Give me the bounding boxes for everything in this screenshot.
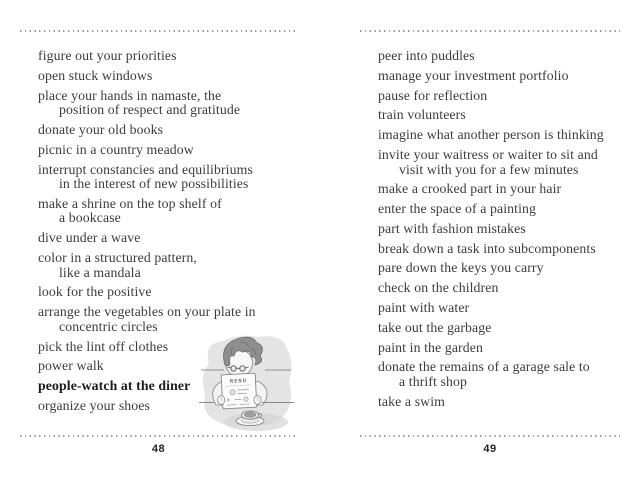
list-item-line: picnic in a country meadow: [38, 141, 194, 157]
list-item-line: dive under a wave: [38, 230, 141, 246]
list-item-line: take out the garbage: [378, 319, 492, 335]
list-item: [378, 281, 620, 296]
list-item-line: enter the space of a painting: [378, 201, 537, 217]
list-item-line: power walk: [38, 358, 104, 374]
list-item-line: pick the lint off clothes: [38, 338, 169, 354]
top-dotted-rule-right: [360, 30, 620, 32]
list-item-line: pare down the keys you carry: [378, 260, 544, 276]
list-item: [378, 49, 620, 64]
list-item-line: peer into puddles: [378, 48, 475, 63]
list-item-line: place your hands in namaste, the: [38, 87, 222, 103]
list-item-line: manage your investment portfolio: [378, 67, 569, 83]
list-item-line: position of respect and gratitude: [59, 102, 241, 118]
list-item: [38, 197, 297, 226]
list-item: [378, 261, 620, 276]
right-hand: [254, 396, 261, 405]
list-item: [378, 148, 620, 177]
list-item: [378, 301, 620, 316]
diner-illustration: [193, 329, 303, 437]
list-item-line: train volunteers: [378, 107, 466, 123]
list-item: [378, 69, 620, 84]
list-item: [38, 69, 297, 84]
list-item-line: concentric circles: [59, 318, 158, 334]
list-item: [38, 89, 297, 118]
list-item: [378, 222, 620, 237]
list-item-line: open stuck windows: [38, 67, 153, 83]
list-item-line: interrupt constancies and equilibriums: [38, 161, 253, 177]
list-item: [38, 231, 297, 246]
top-dotted-rule-left: [20, 30, 297, 32]
list-item-line: imagine what another person is thinking: [378, 127, 604, 143]
list-item-line: paint in the garden: [378, 339, 483, 355]
menu-card: [221, 373, 257, 409]
list-item-line: invite your waitress or waiter to sit and: [378, 146, 598, 162]
list-item-line: color in a structured pattern,: [38, 250, 197, 266]
list-item: [378, 321, 620, 336]
list-item-line: pause for reflection: [378, 87, 488, 103]
list-item-line: paint with water: [378, 299, 470, 315]
list-item: [378, 395, 620, 410]
list-item: [38, 285, 297, 300]
list-item: [38, 163, 297, 192]
list-item: [38, 49, 297, 64]
page-number-right: 49: [483, 443, 497, 455]
list-item: [378, 360, 620, 389]
list-item-line: a thrift shop: [399, 373, 467, 389]
list-item-line: people-watch at the diner: [38, 378, 191, 394]
list-item: [38, 143, 297, 158]
list-item-line: part with fashion mistakes: [378, 220, 526, 236]
left-hand: [218, 396, 225, 405]
list-item-line: break down a task into subcomponents: [378, 240, 596, 256]
list-item: [378, 341, 620, 356]
bottom-dotted-rule-right: [360, 435, 620, 437]
list-item-line: like a mandala: [59, 264, 141, 280]
list-item: [378, 108, 620, 123]
list-item-line: a bookcase: [59, 210, 121, 226]
list-item: [378, 128, 620, 143]
list-item: [378, 202, 620, 217]
menu-title: MENU: [229, 378, 248, 385]
page-number-left: 48: [151, 443, 166, 455]
list-item-line: organize your shoes: [38, 397, 150, 413]
list-item: [38, 123, 297, 138]
page-right: [360, 30, 620, 460]
list-item-line: make a crooked part in your hair: [378, 181, 562, 197]
list-item-line: take a swim: [378, 393, 445, 409]
list-item-line: donate the remains of a garage sale to: [378, 359, 590, 375]
list-item-line: figure out your priorities: [38, 48, 177, 63]
list-item-line: make a shrine on the top shelf of: [38, 195, 222, 211]
list-item-line: check on the children: [378, 280, 499, 296]
list-item-line: look for the positive: [38, 284, 152, 300]
list-item: [378, 89, 620, 104]
item-list-right: [378, 49, 620, 414]
list-item-line: donate your old books: [38, 121, 164, 137]
list-item: [378, 242, 620, 257]
list-item-line: arrange the vegetables on your plate in: [38, 304, 256, 320]
list-item-line: visit with you for a few minutes: [399, 161, 579, 177]
list-item: [38, 251, 297, 280]
list-item-line: in the interest of new possibilities: [59, 176, 249, 192]
list-item: [378, 182, 620, 197]
